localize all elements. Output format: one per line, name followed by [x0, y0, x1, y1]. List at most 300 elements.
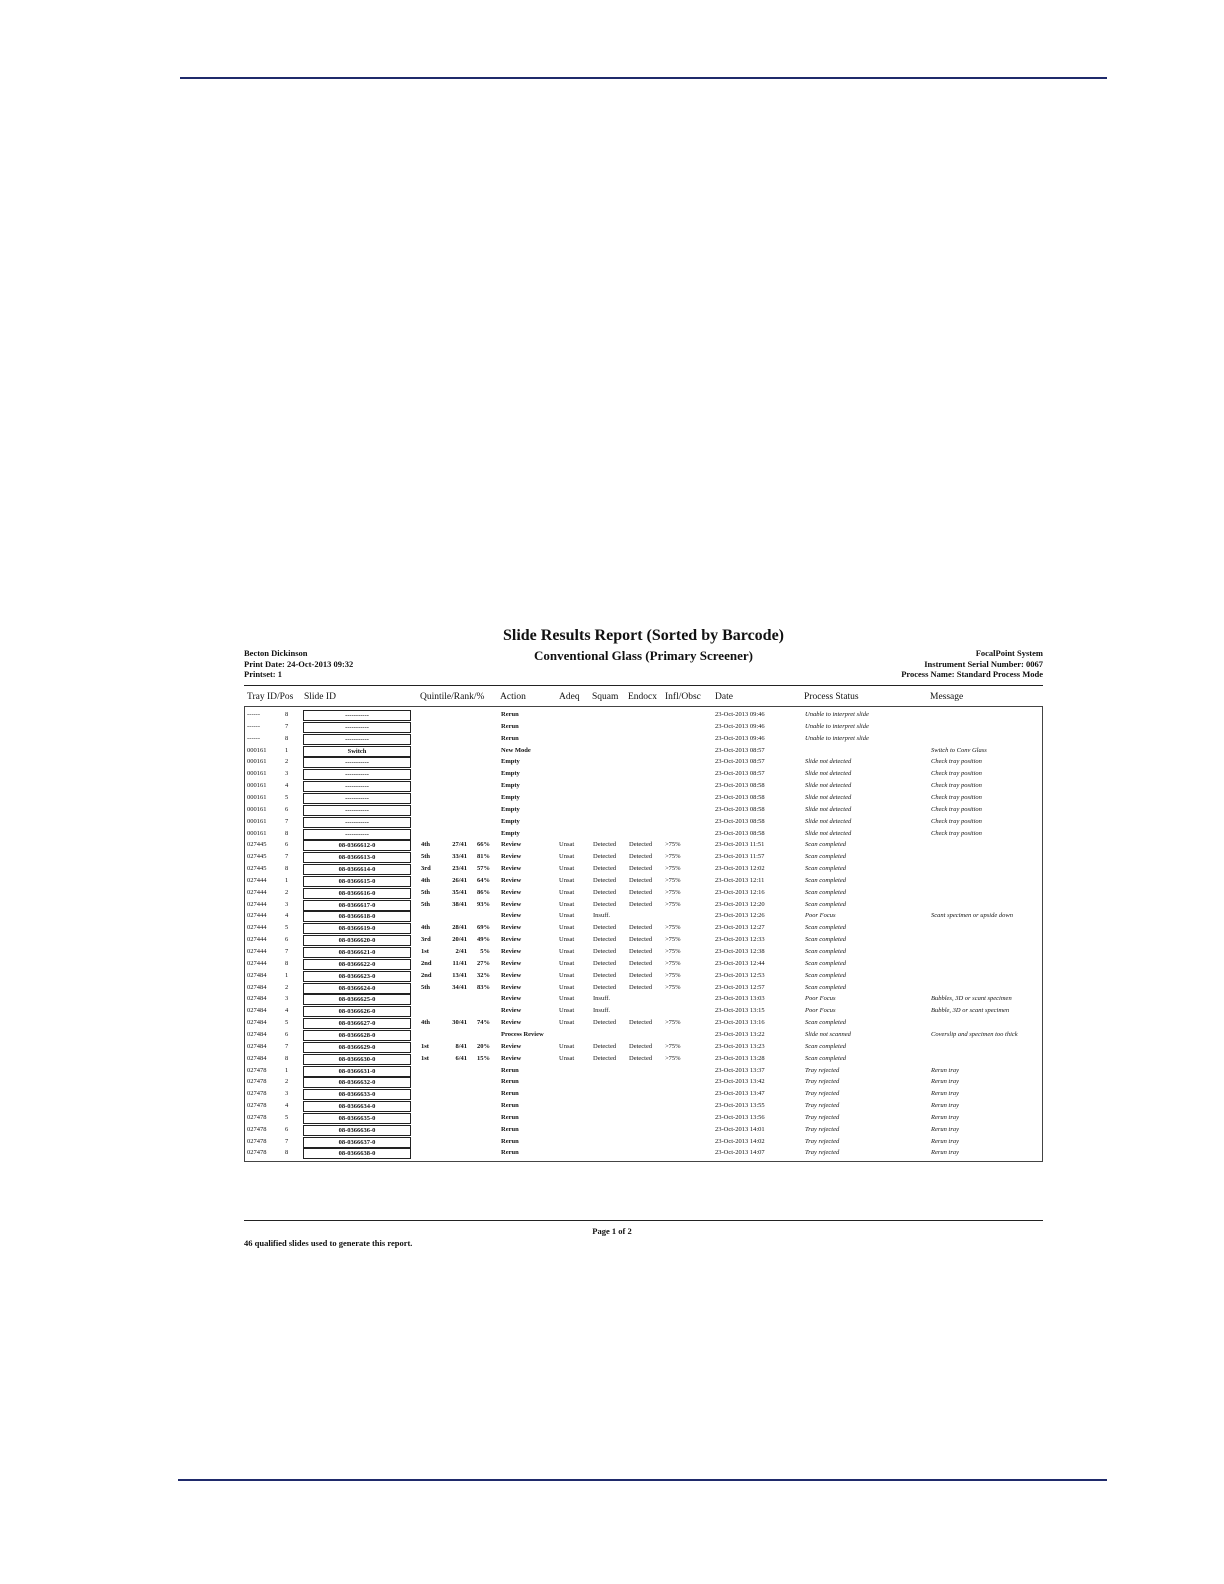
action-cell: Empty [501, 758, 520, 766]
slide-id-cell: 08-0366613-0 [303, 852, 411, 863]
table-row [245, 1065, 1042, 1077]
results-table [244, 706, 1043, 1162]
squamous-cell: Detected [593, 948, 617, 955]
table-row [245, 982, 1042, 994]
inflammation-cell: >75% [665, 983, 681, 991]
adequacy-cell: Unsat [559, 841, 575, 849]
date-cell: 23-Oct-2013 08:58 [715, 782, 765, 790]
table-row [245, 804, 1042, 816]
date-cell: 23-Oct-2013 08:58 [715, 805, 765, 813]
process-status-cell: Poor Focus [805, 995, 836, 1003]
position-cell: 3 [285, 900, 289, 908]
inflammation-cell: >75% [665, 959, 681, 967]
tray-id-cell: 027445 [247, 853, 267, 861]
date-cell: 23-Oct-2013 13:37 [715, 1066, 765, 1074]
col-squam: Squam [592, 692, 619, 702]
position-cell: 7 [285, 722, 289, 730]
message-cell: Check tray position [931, 805, 982, 813]
date-cell: 23-Oct-2013 13:55 [715, 1102, 765, 1110]
adequacy-cell: Unsat [559, 1019, 575, 1027]
position-cell: 8 [285, 829, 289, 837]
slide-id-cell: 08-0366637-0 [303, 1137, 411, 1148]
rank-cell: 34/41 [452, 983, 467, 991]
tray-id-cell: 000161 [247, 829, 267, 837]
tray-id-cell: 027484 [247, 995, 267, 1003]
message-cell: Rerun tray [931, 1078, 959, 1086]
date-cell: 23-Oct-2013 08:57 [715, 770, 765, 778]
inflammation-cell: >75% [665, 936, 681, 944]
process-status-cell: Tray rejected [805, 1090, 840, 1098]
quintile-cell: 2nd [421, 971, 432, 979]
col-tray-pos: Tray ID/Pos [247, 692, 294, 702]
message-cell: Check tray position [931, 782, 982, 790]
date-cell: 23-Oct-2013 13:15 [715, 1007, 765, 1015]
date-cell: 23-Oct-2013 12:11 [715, 876, 765, 884]
percent-cell: 64% [477, 876, 490, 884]
action-cell: Review [501, 948, 522, 955]
position-cell: 6 [285, 841, 289, 849]
position-cell: 8 [285, 734, 289, 742]
table-row [245, 875, 1042, 887]
date-cell: 23-Oct-2013 09:46 [715, 734, 765, 742]
bottom-rule [178, 1479, 1107, 1481]
inflammation-cell: >75% [665, 924, 681, 932]
quintile-cell: 1st [421, 1054, 429, 1062]
action-cell: Rerun [501, 1113, 519, 1121]
position-cell: 6 [285, 805, 289, 813]
slide-id-cell: ----------- [303, 710, 411, 721]
inflammation-cell: >75% [665, 1042, 681, 1050]
endocervical-cell: Detected [629, 971, 653, 979]
process-status-cell: Scan completed [805, 959, 846, 967]
table-row [245, 1112, 1042, 1124]
quintile-cell: 5th [421, 983, 431, 991]
date-cell: 23-Oct-2013 12:20 [715, 900, 765, 908]
process-status-cell: Unable to interpret slide [805, 722, 869, 730]
endocervical-cell: Detected [629, 900, 653, 908]
date-cell: 23-Oct-2013 09:46 [715, 722, 765, 730]
position-cell: 2 [285, 758, 289, 766]
action-cell: Rerun [501, 711, 519, 718]
rank-cell: 8/41 [455, 1042, 467, 1050]
slide-id-cell: 08-0366612-0 [303, 840, 411, 851]
process-status-cell: Scan completed [805, 1054, 846, 1062]
action-cell: Rerun [501, 1078, 519, 1086]
position-cell: 8 [285, 959, 289, 967]
process-status-cell: Scan completed [805, 1019, 846, 1027]
endocervical-cell: Detected [629, 853, 653, 861]
rank-cell: 26/41 [452, 876, 467, 884]
position-cell: 1 [285, 971, 289, 979]
position-cell: 4 [285, 782, 289, 790]
percent-cell: 27% [477, 959, 490, 967]
date-cell: 23-Oct-2013 09:46 [715, 711, 765, 718]
table-row [245, 946, 1042, 958]
message-cell: Switch to Conv Glass [931, 746, 987, 754]
date-cell: 23-Oct-2013 08:58 [715, 817, 765, 825]
tray-id-cell: 027484 [247, 1054, 267, 1062]
date-cell: 23-Oct-2013 13:16 [715, 1019, 765, 1027]
squamous-cell: Insuff. [593, 912, 611, 920]
message-cell: Rerun tray [931, 1137, 959, 1145]
adequacy-cell: Unsat [559, 876, 575, 884]
tray-id-cell: 000161 [247, 746, 267, 754]
inflammation-cell: >75% [665, 900, 681, 908]
position-cell: 5 [285, 924, 289, 932]
action-cell: Rerun [501, 1102, 519, 1110]
slide-id-cell: 08-0366624-0 [303, 983, 411, 994]
message-cell: Bubble, 3D or scant specimen [931, 1007, 1010, 1015]
date-cell: 23-Oct-2013 11:57 [715, 853, 765, 861]
action-cell: Review [501, 1007, 522, 1015]
date-cell: 23-Oct-2013 12:44 [715, 959, 765, 967]
endocervical-cell: Detected [629, 865, 653, 873]
adequacy-cell: Unsat [559, 853, 575, 861]
message-cell: Check tray position [931, 770, 982, 778]
tray-id-cell: 027478 [247, 1137, 267, 1145]
slide-id-cell: ----------- [303, 734, 411, 745]
slide-id-cell: ----------- [303, 722, 411, 733]
tray-id-cell: 027478 [247, 1066, 267, 1074]
process-status-cell: Scan completed [805, 876, 846, 884]
rank-cell: 35/41 [452, 888, 467, 896]
process-status-cell: Scan completed [805, 853, 846, 861]
tray-id-cell: 000161 [247, 782, 267, 790]
position-cell: 7 [285, 948, 289, 955]
action-cell: Review [501, 1019, 522, 1027]
table-row [245, 1100, 1042, 1112]
date-cell: 23-Oct-2013 12:02 [715, 865, 765, 873]
message-cell: Rerun tray [931, 1113, 959, 1121]
position-cell: 6 [285, 936, 289, 944]
action-cell: Process Review [501, 1030, 544, 1038]
action-cell: Review [501, 841, 522, 849]
company-name: Becton Dickinson [244, 648, 308, 658]
date-cell: 23-Oct-2013 12:27 [715, 924, 765, 932]
quintile-cell: 5th [421, 853, 431, 861]
adequacy-cell: Unsat [559, 983, 575, 991]
percent-cell: 15% [477, 1054, 490, 1062]
col-quintile: Quintile/Rank/% [420, 692, 485, 702]
rank-cell: 33/41 [452, 853, 467, 861]
quintile-cell: 4th [421, 1019, 431, 1027]
position-cell: 8 [285, 711, 289, 718]
table-row [245, 970, 1042, 982]
slide-id-cell: 08-0366618-0 [303, 911, 411, 922]
table-row [245, 887, 1042, 899]
action-cell: Review [501, 1042, 522, 1050]
rank-cell: 20/41 [452, 936, 467, 944]
percent-cell: 83% [477, 983, 490, 991]
endocervical-cell: Detected [629, 888, 653, 896]
endocervical-cell: Detected [629, 841, 653, 849]
action-cell: Rerun [501, 722, 519, 730]
slide-id-cell: 08-0366622-0 [303, 959, 411, 970]
action-cell: Empty [501, 817, 520, 825]
endocervical-cell: Detected [629, 983, 653, 991]
adequacy-cell: Unsat [559, 959, 575, 967]
slide-id-cell: ----------- [303, 769, 411, 780]
inflammation-cell: >75% [665, 948, 681, 955]
rank-cell: 38/41 [452, 900, 467, 908]
percent-cell: 5% [480, 948, 490, 955]
action-cell: Empty [501, 805, 520, 813]
table-row [245, 899, 1042, 911]
action-cell: Rerun [501, 1125, 519, 1133]
col-message: Message [930, 692, 964, 702]
quintile-cell: 5th [421, 900, 431, 908]
instrument-serial: Instrument Serial Number: 0067 [924, 658, 1043, 669]
endocervical-cell: Detected [629, 924, 653, 932]
slide-id-cell: 08-0366631-0 [303, 1066, 411, 1077]
slide-id-cell: 08-0366630-0 [303, 1054, 411, 1065]
quintile-cell: 1st [421, 948, 429, 955]
rank-cell: 28/41 [452, 924, 467, 932]
adequacy-cell: Unsat [559, 865, 575, 873]
endocervical-cell: Detected [629, 1019, 653, 1027]
position-cell: 8 [285, 1054, 289, 1062]
table-row [245, 745, 1042, 757]
percent-cell: 86% [477, 888, 490, 896]
table-row [245, 1041, 1042, 1053]
action-cell: Review [501, 1054, 522, 1062]
message-cell: Rerun tray [931, 1149, 959, 1157]
endocervical-cell: Detected [629, 936, 653, 944]
header-divider [244, 685, 1043, 686]
date-cell: 23-Oct-2013 13:47 [715, 1090, 765, 1098]
slide-id-cell: ----------- [303, 781, 411, 792]
process-status-cell: Tray rejected [805, 1149, 840, 1157]
adequacy-cell: Unsat [559, 948, 575, 955]
position-cell: 7 [285, 817, 289, 825]
table-row [245, 768, 1042, 780]
process-status-cell: Slide not detected [805, 817, 852, 825]
tray-id-cell: 027444 [247, 936, 267, 944]
table-row [245, 1124, 1042, 1136]
table-row [245, 828, 1042, 840]
tray-id-cell: 027444 [247, 888, 267, 896]
slide-id-cell: 08-0366619-0 [303, 923, 411, 934]
process-status-cell: Tray rejected [805, 1137, 840, 1145]
position-cell: 1 [285, 1066, 289, 1074]
endocervical-cell: Detected [629, 959, 653, 967]
percent-cell: 57% [477, 865, 490, 873]
squamous-cell: Detected [593, 865, 617, 873]
quintile-cell: 4th [421, 841, 431, 849]
table-row [245, 721, 1042, 733]
date-cell: 23-Oct-2013 13:22 [715, 1030, 765, 1038]
process-status-cell: Scan completed [805, 900, 846, 908]
process-status-cell: Tray rejected [805, 1125, 840, 1133]
squamous-cell: Detected [593, 959, 617, 967]
inflammation-cell: >75% [665, 888, 681, 896]
table-row [245, 792, 1042, 804]
date-cell: 23-Oct-2013 13:56 [715, 1113, 765, 1121]
position-cell: 8 [285, 1149, 289, 1157]
slide-id-cell: 08-0366617-0 [303, 900, 411, 911]
top-rule [180, 77, 1107, 79]
position-cell: 1 [285, 876, 289, 884]
tray-id-cell: 027484 [247, 1042, 267, 1050]
quintile-cell: 3rd [421, 865, 431, 873]
tray-id-cell: 027445 [247, 865, 267, 873]
tray-id-cell: ------ [247, 722, 260, 730]
adequacy-cell: Unsat [559, 995, 575, 1003]
message-cell: Bubbles, 3D or scant specimen [931, 995, 1012, 1003]
process-status-cell: Slide not scanned [805, 1030, 851, 1038]
tray-id-cell: 027444 [247, 948, 267, 955]
inflammation-cell: >75% [665, 853, 681, 861]
action-cell: Empty [501, 770, 520, 778]
col-action: Action [500, 692, 526, 702]
action-cell: Rerun [501, 1137, 519, 1145]
page-number: Page 1 of 2 [592, 1226, 632, 1236]
adequacy-cell: Unsat [559, 1054, 575, 1062]
slide-id-cell: 08-0366620-0 [303, 935, 411, 946]
rank-cell: 30/41 [452, 1019, 467, 1027]
table-row [245, 1147, 1042, 1159]
tray-id-cell: 027478 [247, 1125, 267, 1133]
adequacy-cell: Unsat [559, 936, 575, 944]
table-row [245, 1076, 1042, 1088]
table-row [245, 922, 1042, 934]
percent-cell: 66% [477, 841, 490, 849]
position-cell: 8 [285, 865, 289, 873]
action-cell: Rerun [501, 734, 519, 742]
tray-id-cell: 000161 [247, 805, 267, 813]
position-cell: 7 [285, 853, 289, 861]
process-status-cell: Scan completed [805, 888, 846, 896]
quintile-cell: 1st [421, 1042, 429, 1050]
col-process-status: Process Status [804, 692, 859, 702]
action-cell: Rerun [501, 1149, 519, 1157]
position-cell: 5 [285, 1019, 289, 1027]
process-status-cell: Unable to interpret slide [805, 734, 869, 742]
slide-id-cell: 08-0366638-0 [303, 1148, 411, 1159]
position-cell: 3 [285, 995, 289, 1003]
tray-id-cell: 027444 [247, 900, 267, 908]
process-name: Process Name: Standard Process Mode [901, 669, 1043, 679]
quintile-cell: 2nd [421, 959, 432, 967]
table-row [245, 816, 1042, 828]
position-cell: 4 [285, 1007, 289, 1015]
tray-id-cell: ------ [247, 711, 260, 718]
tray-id-cell: ------ [247, 734, 260, 742]
position-cell: 7 [285, 1137, 289, 1145]
inflammation-cell: >75% [665, 865, 681, 873]
inflammation-cell: >75% [665, 1019, 681, 1027]
endocervical-cell: Detected [629, 1042, 653, 1050]
report-meta-right [901, 648, 1043, 680]
tray-id-cell: 000161 [247, 758, 267, 766]
qualified-slides-note: 46 qualified slides used to generate this report. [244, 1238, 413, 1248]
inflammation-cell: >75% [665, 971, 681, 979]
table-row [245, 1029, 1042, 1041]
slide-id-cell: Switch [303, 746, 411, 757]
slide-results-report [244, 626, 1043, 1158]
rank-cell: 2/41 [455, 948, 467, 955]
action-cell: Review [501, 865, 522, 873]
tray-id-cell: 027478 [247, 1102, 267, 1110]
action-cell: Review [501, 924, 522, 932]
action-cell: Review [501, 983, 522, 991]
adequacy-cell: Unsat [559, 888, 575, 896]
quintile-cell: 3rd [421, 936, 431, 944]
table-row [245, 958, 1042, 970]
inflammation-cell: >75% [665, 841, 681, 849]
slide-id-cell: ----------- [303, 757, 411, 768]
slide-id-cell: 08-0366615-0 [303, 876, 411, 887]
position-cell: 2 [285, 888, 289, 896]
process-status-cell: Scan completed [805, 924, 846, 932]
table-row [245, 780, 1042, 792]
table-row [245, 756, 1042, 768]
tray-id-cell: 027478 [247, 1090, 267, 1098]
process-status-cell: Slide not detected [805, 758, 852, 766]
slide-id-cell: ----------- [303, 793, 411, 804]
table-row [245, 1053, 1042, 1065]
tray-id-cell: 027444 [247, 912, 267, 920]
inflammation-cell: >75% [665, 1054, 681, 1062]
process-status-cell: Tray rejected [805, 1102, 840, 1110]
table-row [245, 1005, 1042, 1017]
squamous-cell: Detected [593, 924, 617, 932]
adequacy-cell: Unsat [559, 912, 575, 920]
squamous-cell: Insuff. [593, 1007, 611, 1015]
position-cell: 2 [285, 1078, 289, 1086]
tray-id-cell: 027484 [247, 983, 267, 991]
slide-id-cell: ----------- [303, 817, 411, 828]
date-cell: 23-Oct-2013 13:28 [715, 1054, 765, 1062]
col-adeq: Adeq [559, 692, 580, 702]
action-cell: New Mode [501, 746, 531, 754]
slide-id-cell: 08-0366633-0 [303, 1089, 411, 1100]
action-cell: Review [501, 853, 522, 861]
slide-id-cell: 08-0366621-0 [303, 947, 411, 958]
message-cell: Check tray position [931, 793, 982, 801]
action-cell: Empty [501, 829, 520, 837]
date-cell: 23-Oct-2013 08:58 [715, 829, 765, 837]
quintile-cell: 5th [421, 888, 431, 896]
col-slide-id: Slide ID [304, 692, 336, 702]
squamous-cell: Detected [593, 936, 617, 944]
tray-id-cell: 000161 [247, 817, 267, 825]
table-row [245, 910, 1042, 922]
process-status-cell: Scan completed [805, 948, 846, 955]
tray-id-cell: 000161 [247, 770, 267, 778]
inflammation-cell: >75% [665, 876, 681, 884]
date-cell: 23-Oct-2013 12:38 [715, 948, 765, 955]
process-status-cell: Unable to interpret slide [805, 711, 869, 718]
slide-id-cell: 08-0366628-0 [303, 1030, 411, 1041]
table-row [245, 851, 1042, 863]
print-date: Print Date: 24-Oct-2013 09:32 [244, 658, 354, 669]
slide-id-cell: 08-0366626-0 [303, 1006, 411, 1017]
squamous-cell: Detected [593, 900, 617, 908]
process-status-cell: Scan completed [805, 865, 846, 873]
rank-cell: 27/41 [452, 841, 467, 849]
table-row [245, 1088, 1042, 1100]
date-cell: 23-Oct-2013 08:58 [715, 793, 765, 801]
percent-cell: 93% [477, 900, 490, 908]
percent-cell: 74% [477, 1019, 490, 1027]
position-cell: 6 [285, 1030, 289, 1038]
tray-id-cell: 027484 [247, 1019, 267, 1027]
date-cell: 23-Oct-2013 12:16 [715, 888, 765, 896]
process-status-cell: Scan completed [805, 1042, 846, 1050]
tray-id-cell: 027478 [247, 1113, 267, 1121]
process-status-cell: Tray rejected [805, 1113, 840, 1121]
